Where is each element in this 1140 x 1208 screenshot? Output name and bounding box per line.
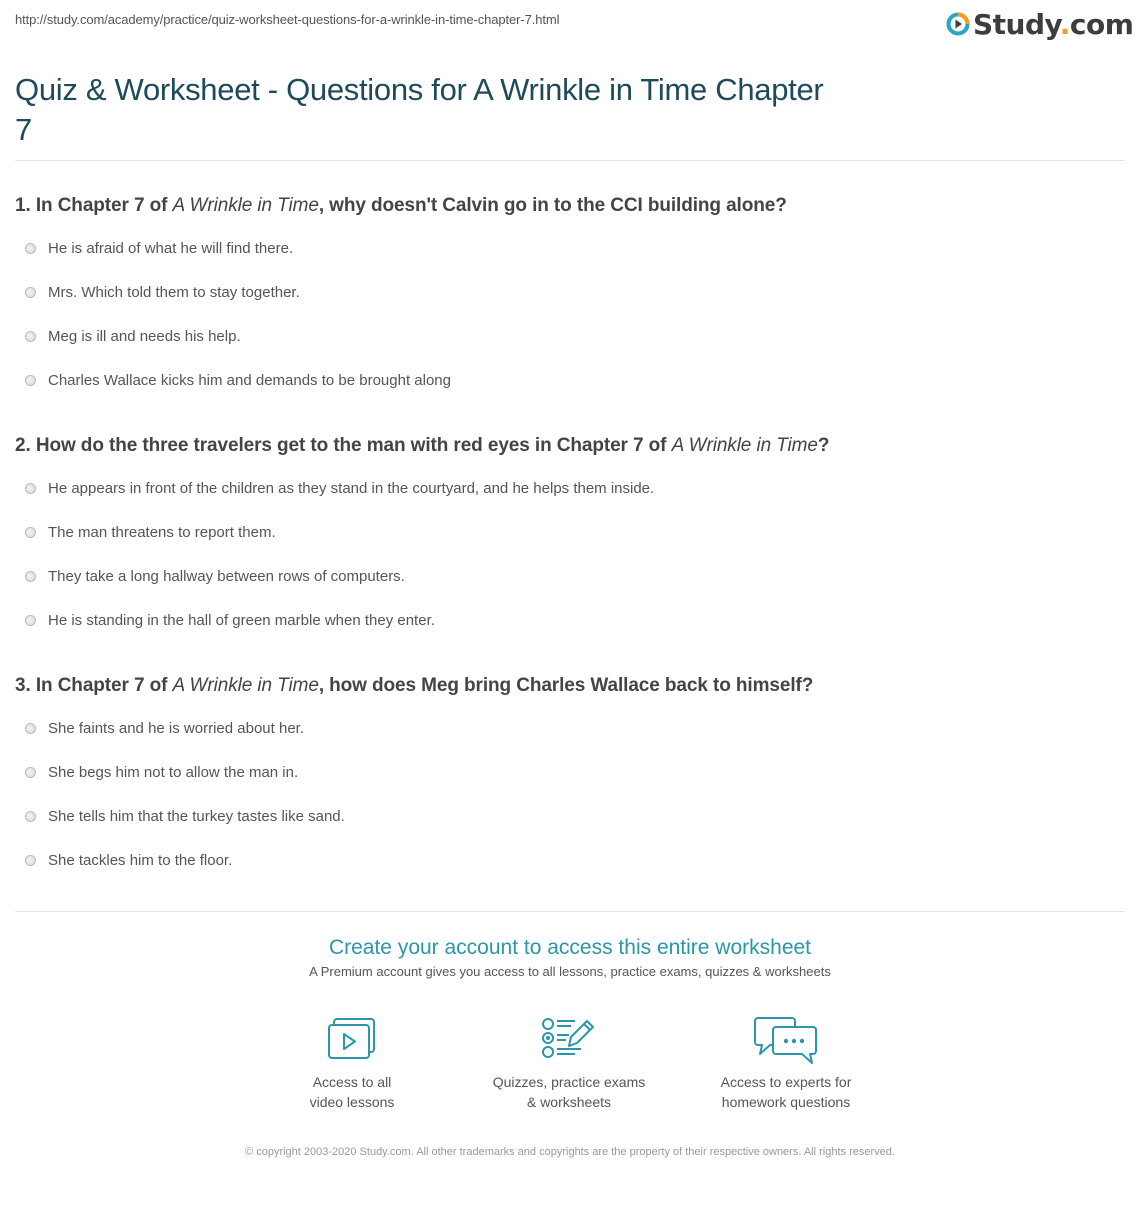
radio-button[interactable] (25, 571, 36, 582)
radio-button[interactable] (25, 811, 36, 822)
radio-button[interactable] (25, 767, 36, 778)
promo-divider (15, 911, 1125, 912)
answer-option[interactable]: She tells him that the turkey tastes like sand. (15, 794, 1115, 838)
quiz-checklist-icon (541, 1016, 597, 1060)
answer-option[interactable]: He is afraid of what he will find there. (15, 226, 1115, 270)
promo-section (0, 934, 1140, 979)
promo-subtitle: A Premium account gives you access to all lessons, practice exams, quizzes & worksheets (309, 964, 831, 979)
answer-option[interactable]: She tackles him to the floor. (15, 838, 1115, 882)
answer-option[interactable]: Meg is ill and needs his help. (15, 314, 1115, 358)
radio-button[interactable] (25, 331, 36, 342)
radio-button[interactable] (25, 287, 36, 298)
feature-video-lessons: Access to all video lessons (242, 1016, 462, 1112)
radio-button[interactable] (25, 243, 36, 254)
answer-option[interactable]: He is standing in the hall of green marble when they enter. (15, 598, 1115, 642)
page-title: Quiz & Worksheet - Questions for A Wrinkle in Time Chapter 7 (15, 72, 824, 147)
answer-option[interactable]: They take a long hallway between rows of computers. (15, 554, 1115, 598)
answer-option[interactable]: Mrs. Which told them to stay together. (15, 270, 1115, 314)
create-account-link[interactable]: Create your account to access this entire worksheet (328, 936, 812, 959)
answer-option[interactable]: Charles Wallace kicks him and demands to be brought along (15, 358, 1115, 402)
question-2 (15, 434, 1115, 642)
video-lessons-icon (326, 1016, 378, 1060)
play-circle-icon (946, 12, 970, 36)
question-text: 2. How do the three travelers get to the man with red eyes in Chapter 7 of A Wrinkle in Time? (15, 435, 830, 456)
radio-button[interactable] (25, 723, 36, 734)
study-logo[interactable] (946, 8, 1133, 40)
copyright-footer: © copyright 2003-2020 Study.com. All other trademarks and copyrights are the property of their respective owners. All rights reserved. (245, 1146, 895, 1158)
page-url: http://study.com/academy/practice/quiz-worksheet-questions-for-a-wrinkle-in-time-chapter-7.html (15, 12, 560, 27)
answer-option[interactable]: She faints and he is worried about her. (15, 706, 1115, 750)
radio-button[interactable] (25, 855, 36, 866)
question-3 (15, 674, 1115, 882)
radio-button[interactable] (25, 527, 36, 538)
radio-button[interactable] (25, 375, 36, 386)
logo-text: Study.com (973, 7, 1134, 41)
answer-option[interactable]: She begs him not to allow the man in. (15, 750, 1115, 794)
feature-quizzes: Quizzes, practice exams & worksheets (459, 1016, 679, 1112)
title-divider (15, 160, 1125, 161)
question-1 (15, 194, 1115, 402)
feature-experts: Access to experts for homework questions (676, 1016, 896, 1112)
question-text: 3. In Chapter 7 of A Wrinkle in Time, how does Meg bring Charles Wallace back to himself? (15, 675, 814, 696)
radio-button[interactable] (25, 483, 36, 494)
chat-bubbles-icon (754, 1016, 818, 1066)
radio-button[interactable] (25, 615, 36, 626)
answer-option[interactable]: The man threatens to report them. (15, 510, 1115, 554)
answer-option[interactable]: He appears in front of the children as they stand in the courtyard, and he helps them inside. (15, 466, 1115, 510)
question-text: 1. In Chapter 7 of A Wrinkle in Time, why doesn't Calvin go in to the CCI building alone? (15, 195, 787, 216)
